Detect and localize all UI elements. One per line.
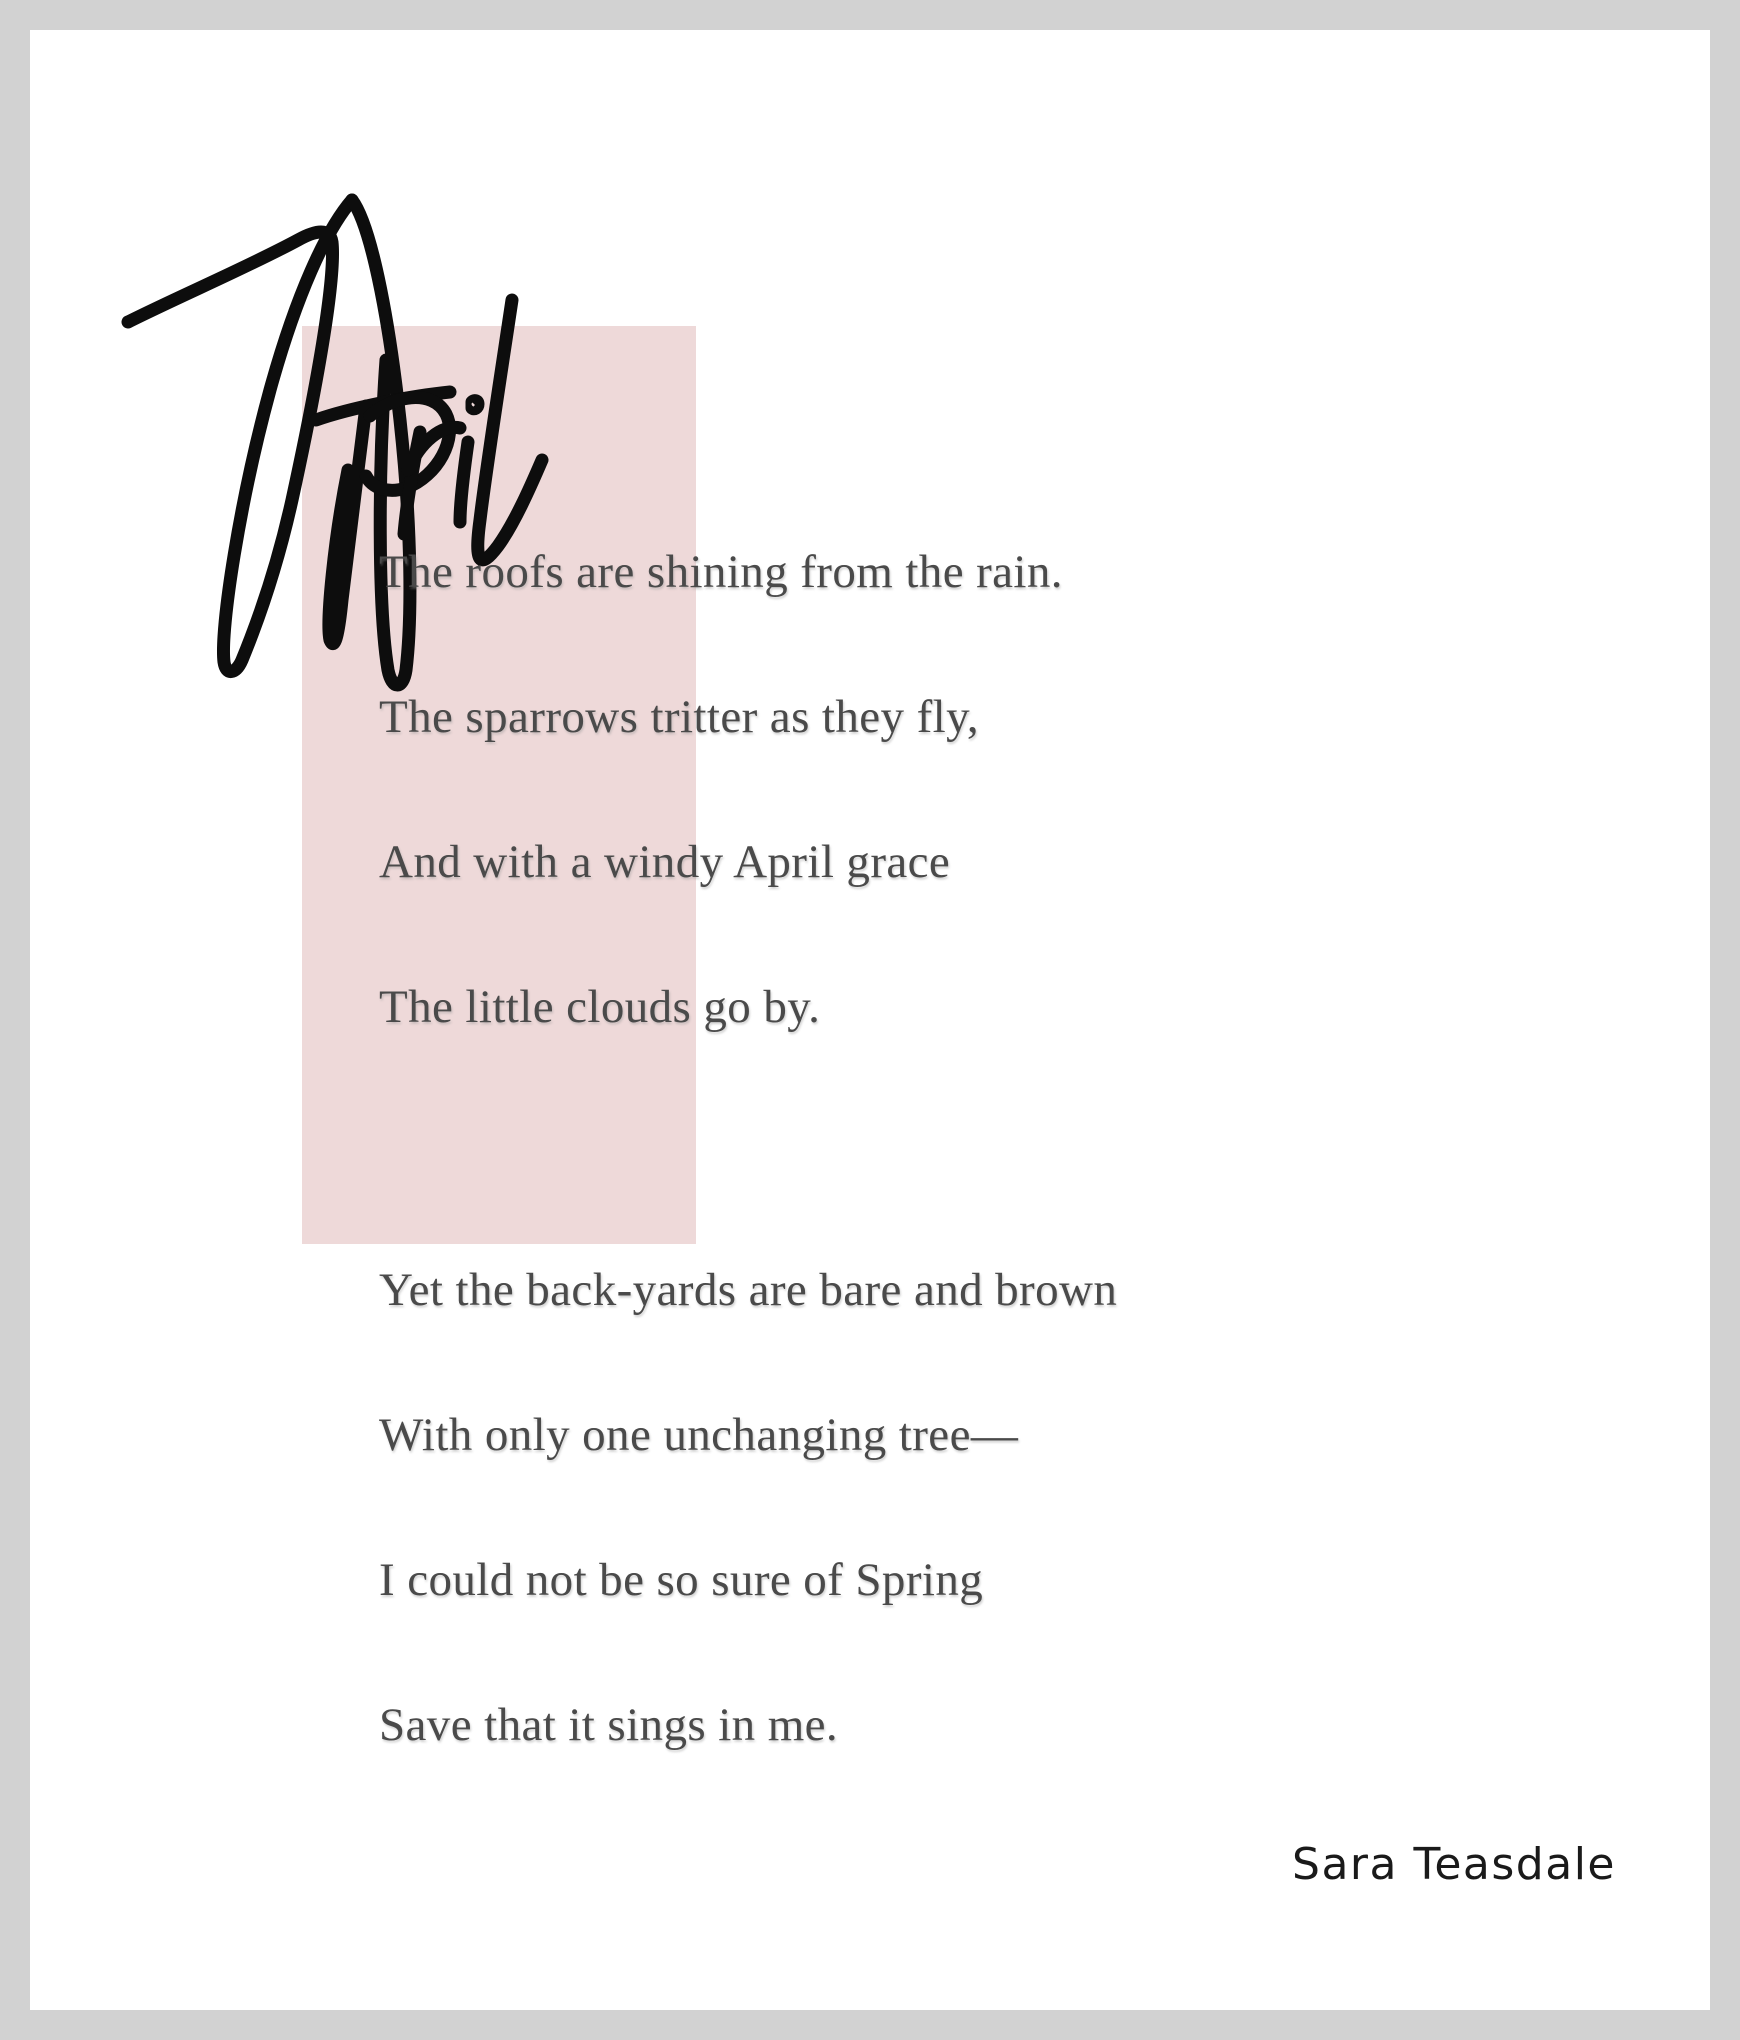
poem-line: The roofs are shining from the rain. bbox=[379, 546, 1063, 598]
poem-body bbox=[379, 500, 1579, 1798]
poem-line: Yet the back-yards are bare and brown bbox=[379, 1264, 1118, 1316]
poem-line: And with a windy April grace bbox=[379, 836, 951, 888]
poem-line: Save that it sings in me. bbox=[379, 1699, 839, 1751]
poem-line: The sparrows tritter as they fly, bbox=[379, 691, 980, 743]
poem-line: With only one unchanging tree— bbox=[379, 1409, 1019, 1461]
stanza-2 bbox=[379, 1218, 1579, 1798]
stanza-1 bbox=[379, 500, 1579, 1080]
poem-line: I could not be so sure of Spring bbox=[379, 1554, 984, 1606]
poster-page bbox=[30, 30, 1710, 2010]
author-attribution: Sara Teasdale bbox=[1292, 1839, 1616, 1890]
poem-line: The little clouds go by. bbox=[379, 981, 821, 1033]
